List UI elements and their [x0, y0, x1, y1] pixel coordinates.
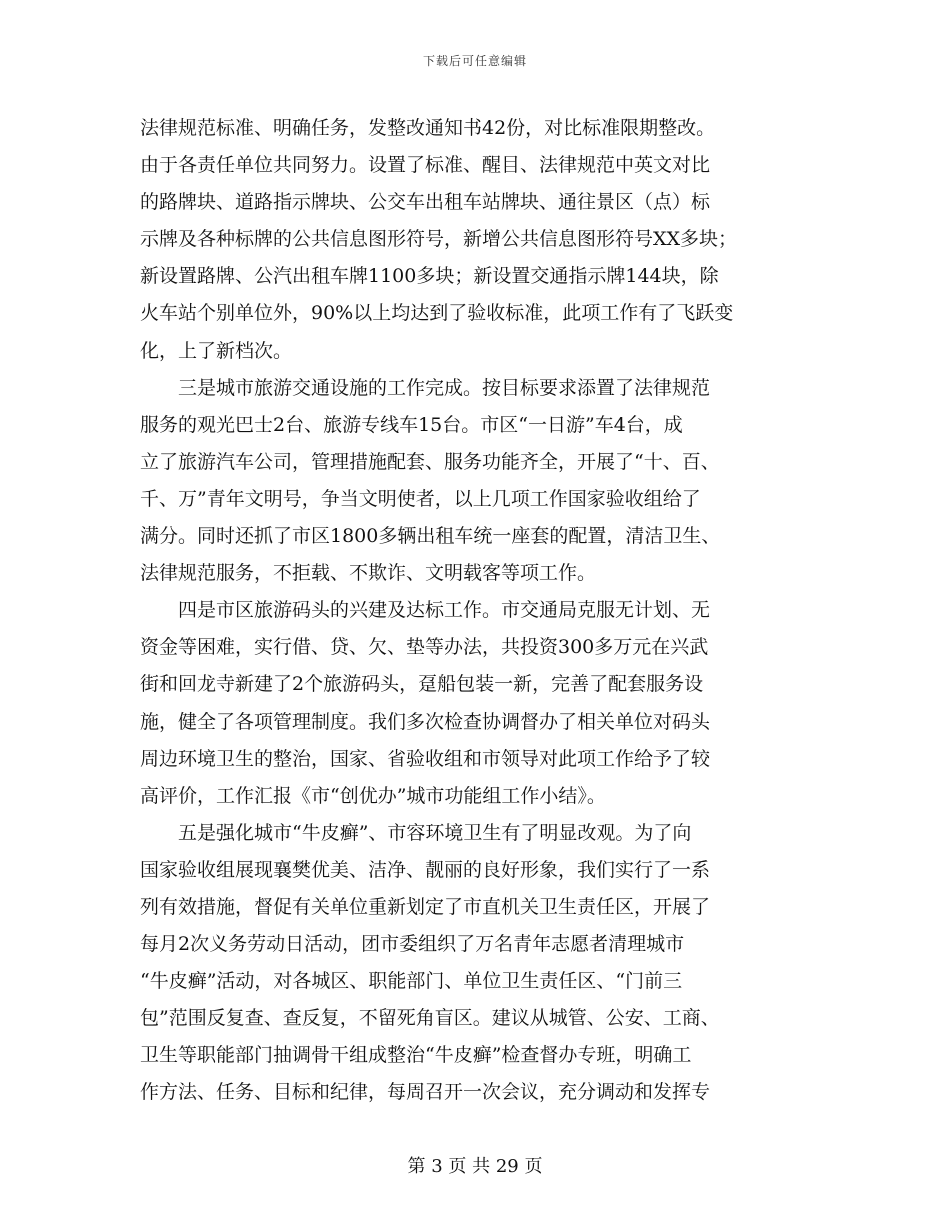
- text-line: 示牌及各种标牌的公共信息图形符号，新增公共信息图形符号XX多块；: [140, 228, 738, 251]
- document-body: [140, 110, 810, 1112]
- text-line: 包”范围反复查、查反复，不留死角盲区。建议从城管、公安、工商、: [140, 1007, 720, 1030]
- text-line: 卫生等职能部门抽调骨干组成整治“牛皮癣”检查督办专班，明确工: [140, 1044, 692, 1067]
- text-line: 资金等困难，实行借、贷、欠、垫等办法，共投资300多万元在兴武: [140, 636, 709, 659]
- page-footer: 第 3 页 共 29 页: [407, 1156, 543, 1177]
- text-line: 每月2次义务劳动日活动，团市委组织了万名青年志愿者清理城市: [140, 933, 685, 956]
- text-line: 施，健全了各项管理制度。我们多次检查协调督办了相关单位对码头: [140, 710, 711, 733]
- text-line: 法律规范标准、明确任务，发整改通知书42份，对比标准限期整改。: [140, 117, 716, 139]
- text-line: 化，上了新档次。: [140, 339, 293, 362]
- text-line: 列有效措施，督促有关单位重新划定了市直机关卫生责任区，开展了: [140, 895, 711, 918]
- text-line: 街和回龙寺新建了2个旅游码头，趸船包装一新，完善了配套服务设: [140, 673, 704, 696]
- text-line: 五是强化城市“牛皮癣”、市容环境卫生有了明显改观。为了向: [140, 821, 692, 844]
- page-header: 下载后可任意编辑: [422, 54, 527, 68]
- text-line: 服务的观光巴士2台、旅游专线车15台。市区“一日游”车4台，成: [140, 413, 683, 436]
- text-line: 千、万”青年文明号，争当文明使者，以上几项工作国家验收组给了: [140, 487, 701, 510]
- text-line: 满分。同时还抓了市区1800多辆出租车统一座套的配置，清洁卫生、: [140, 525, 721, 548]
- text-line: 三是城市旅游交通设施的工作完成。按目标要求添置了法律规范: [140, 376, 711, 399]
- text-line: 四是市区旅游码头的兴建及达标工作。市交通局克服无计划、无: [140, 599, 711, 622]
- text-line: 新设置路牌、公汽出租车牌1100多块；新设置交通指示牌144块，除: [140, 265, 719, 288]
- text-line: 由于各责任单位共同努力。设置了标准、醒目、法律规范中英文对比: [140, 154, 711, 177]
- text-line: “牛皮癣”活动，对各城区、职能部门、单位卫生责任区、“门前三: [140, 970, 683, 993]
- text-line: 作方法、任务、目标和纪律，每周召开一次会议，充分调动和发挥专: [140, 1081, 711, 1104]
- text-line: 火车站个别单位外，90%以上均达到了验收标准，此项工作有了飞跃变: [140, 302, 734, 325]
- text-line: 法律规范服务，不拒载、不欺诈、文明载客等项工作。: [140, 562, 597, 585]
- text-line: 国家验收组展现襄樊优美、洁净、靓丽的良好形象，我们实行了一系: [140, 858, 711, 881]
- text-line: 的路牌块、道路指示牌块、公交车出租车站牌块、通往景区（点）标: [140, 191, 711, 214]
- text-line: 高评价，工作汇报《市“创优办”城市功能组工作小结》。: [140, 784, 606, 807]
- text-line: 周边环境卫生的整治，国家、省验收组和市领导对此项工作给予了较: [140, 747, 711, 770]
- text-line: 立了旅游汽车公司，管理措施配套、服务功能齐全，开展了“十、百、: [140, 450, 720, 473]
